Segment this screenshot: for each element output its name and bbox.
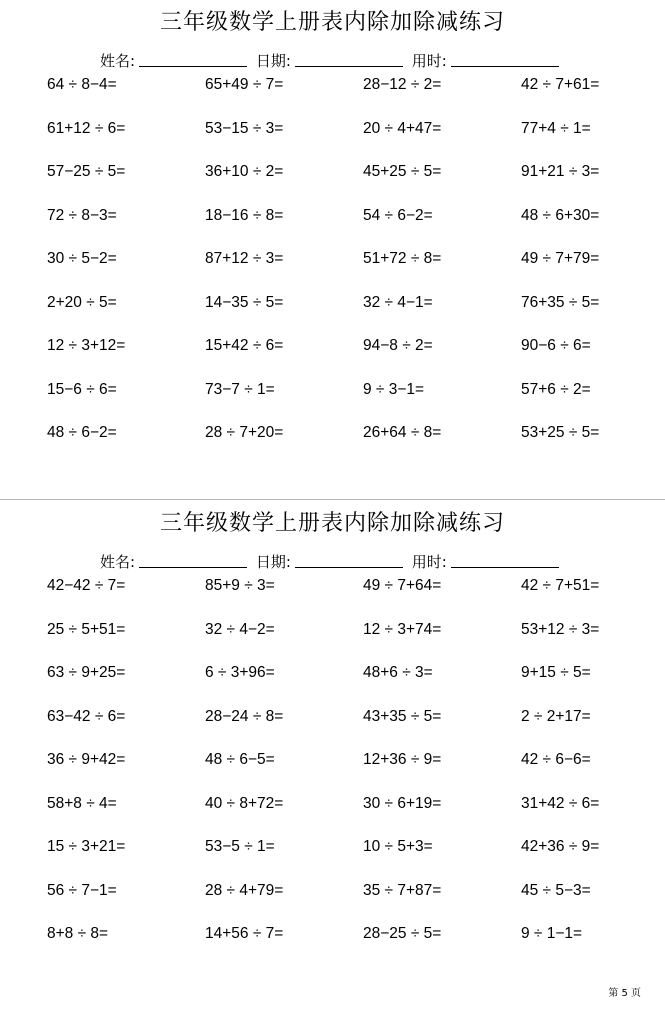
problem-item: 53+12 ÷ 3= [521, 620, 600, 638]
problem-item: 12+36 ÷ 9= [363, 751, 442, 768]
problem-item: 42 ÷ 7+51= [521, 577, 600, 594]
problem-item: 10 ÷ 5+3= [363, 838, 433, 855]
student-info-line [100, 49, 563, 73]
problem-item: 48 ÷ 6+30= [521, 206, 600, 224]
problem-item: 42 ÷ 6−6= [521, 751, 591, 768]
time-blank[interactable] [451, 49, 559, 67]
problem-item: 14+56 ÷ 7= [205, 925, 284, 942]
problem-item: 12 ÷ 3+74= [363, 620, 442, 638]
problem-item: 45 ÷ 5−3= [521, 881, 591, 899]
problem-item: 57−25 ÷ 5= [47, 163, 126, 180]
problem-item: 9+15 ÷ 5= [521, 664, 591, 681]
name-label: 姓名: [100, 553, 136, 571]
problem-item: 94−8 ÷ 2= [363, 337, 433, 354]
problem-item: 63−42 ÷ 6= [47, 707, 126, 725]
problem-item: 15 ÷ 3+21= [47, 838, 126, 855]
problem-item: 18−16 ÷ 8= [205, 206, 284, 224]
date-label: 日期: [255, 553, 291, 571]
problem-item: 77+4 ÷ 1= [521, 119, 591, 137]
problem-item: 53−5 ÷ 1= [205, 838, 275, 855]
problem-grid [47, 575, 665, 967]
problem-item: 14−35 ÷ 5= [205, 293, 284, 311]
problem-item: 36+10 ÷ 2= [205, 163, 284, 180]
date-field [256, 49, 407, 73]
problem-item: 61+12 ÷ 6= [47, 119, 126, 137]
problem-item: 54 ÷ 6−2= [363, 206, 433, 224]
problem-item: 26+64 ÷ 8= [363, 424, 442, 441]
problem-item: 53+25 ÷ 5= [521, 424, 600, 441]
date-label: 日期: [255, 52, 291, 70]
problem-item: 49 ÷ 7+64= [363, 577, 442, 594]
problem-item: 28−24 ÷ 8= [205, 707, 284, 725]
problem-item: 30 ÷ 5−2= [47, 250, 117, 267]
problem-item: 2+20 ÷ 5= [47, 293, 117, 311]
problem-item: 32 ÷ 4−2= [205, 620, 275, 638]
name-label: 姓名: [100, 52, 136, 70]
problem-item: 30 ÷ 6+19= [363, 794, 442, 812]
problem-item: 9 ÷ 3−1= [363, 380, 425, 398]
problem-item: 15+42 ÷ 6= [205, 337, 284, 354]
name-field [100, 49, 251, 73]
problem-item: 63 ÷ 9+25= [47, 664, 126, 681]
problem-item: 49 ÷ 7+79= [521, 250, 600, 267]
problem-item: 48 ÷ 6−5= [205, 751, 275, 768]
problem-item: 9 ÷ 1−1= [521, 925, 583, 942]
time-field [412, 550, 563, 574]
problem-item: 42−42 ÷ 7= [47, 577, 126, 594]
problem-item: 32 ÷ 4−1= [363, 293, 433, 311]
worksheet-2 [0, 501, 665, 1024]
time-field [412, 49, 563, 73]
problem-item: 35 ÷ 7+87= [363, 881, 442, 899]
time-label: 用时: [411, 52, 447, 70]
problem-item: 87+12 ÷ 3= [205, 250, 284, 267]
problem-item: 8+8 ÷ 8= [47, 925, 109, 942]
problem-item: 85+9 ÷ 3= [205, 577, 275, 594]
worksheet-1 [0, 0, 665, 500]
student-info-line [100, 550, 563, 574]
problem-item: 51+72 ÷ 8= [363, 250, 442, 267]
problem-item: 76+35 ÷ 5= [521, 293, 600, 311]
worksheet-title: 三年级数学上册表内除加除减练习 [159, 10, 505, 35]
problem-item: 48+6 ÷ 3= [363, 664, 433, 681]
problem-item: 91+21 ÷ 3= [521, 163, 600, 180]
problem-item: 48 ÷ 6−2= [47, 424, 117, 441]
problem-item: 28 ÷ 4+79= [205, 881, 284, 899]
date-blank[interactable] [295, 49, 403, 67]
problem-item: 45+25 ÷ 5= [363, 163, 442, 180]
name-field [100, 550, 251, 574]
problem-item: 43+35 ÷ 5= [363, 707, 442, 725]
problem-item: 56 ÷ 7−1= [47, 881, 117, 899]
page-divider [0, 499, 665, 500]
problem-item: 42+36 ÷ 9= [521, 838, 600, 855]
time-label: 用时: [411, 553, 447, 571]
problem-item: 28−12 ÷ 2= [363, 76, 442, 93]
problem-item: 6 ÷ 3+96= [205, 664, 275, 681]
problem-item: 72 ÷ 8−3= [47, 206, 117, 224]
problem-item: 20 ÷ 4+47= [363, 119, 442, 137]
problem-item: 90−6 ÷ 6= [521, 337, 591, 354]
date-blank[interactable] [295, 550, 403, 568]
page-number: 第 5 页 [608, 988, 641, 999]
date-field [256, 550, 407, 574]
problem-item: 57+6 ÷ 2= [521, 380, 591, 398]
problem-item: 64 ÷ 8−4= [47, 76, 117, 93]
time-blank[interactable] [451, 550, 559, 568]
problem-item: 40 ÷ 8+72= [205, 794, 284, 812]
name-blank[interactable] [139, 550, 247, 568]
problem-item: 53−15 ÷ 3= [205, 119, 284, 137]
worksheet-title: 三年级数学上册表内除加除减练习 [159, 511, 505, 536]
problem-item: 15−6 ÷ 6= [47, 380, 117, 398]
problem-item: 36 ÷ 9+42= [47, 751, 126, 768]
problem-item: 42 ÷ 7+61= [521, 76, 600, 93]
problem-item: 2 ÷ 2+17= [521, 707, 591, 725]
problem-item: 28 ÷ 7+20= [205, 424, 284, 441]
problem-item: 73−7 ÷ 1= [205, 380, 275, 398]
problem-grid [47, 74, 665, 466]
problem-item: 25 ÷ 5+51= [47, 620, 126, 638]
problem-item: 58+8 ÷ 4= [47, 794, 117, 812]
name-blank[interactable] [139, 49, 247, 67]
problem-item: 12 ÷ 3+12= [47, 337, 126, 354]
problem-item: 28−25 ÷ 5= [363, 925, 442, 942]
problem-item: 31+42 ÷ 6= [521, 794, 600, 812]
problem-item: 65+49 ÷ 7= [205, 76, 284, 93]
